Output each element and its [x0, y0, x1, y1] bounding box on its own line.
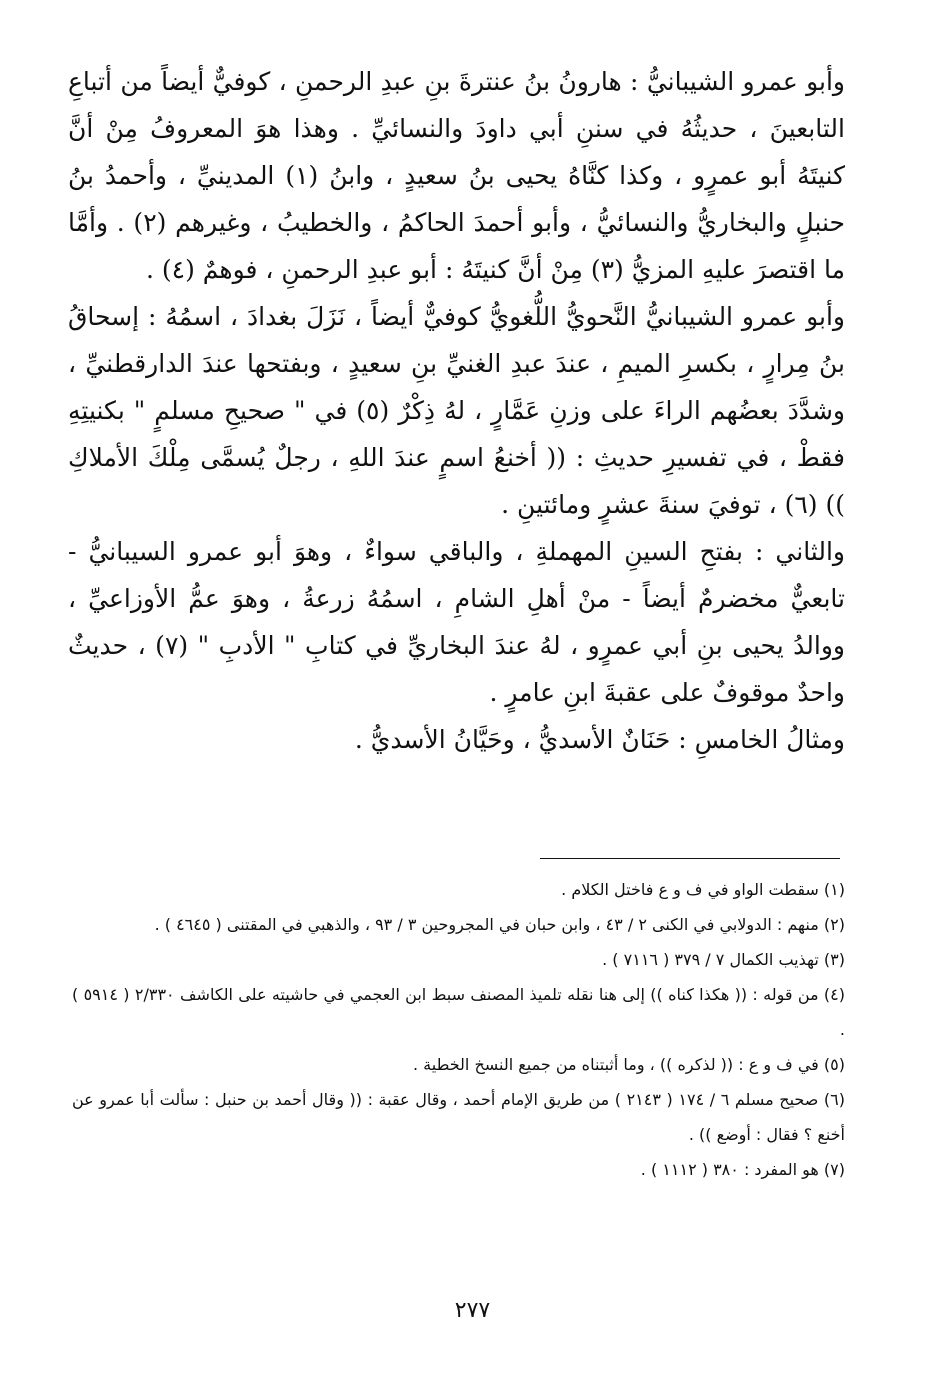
footnote-3: (٣) تهذيب الكمال ٧ / ٣٧٩ ( ٧١١٦ ) .: [602, 950, 845, 969]
footnote-1: (١) سقطت الواو في ف و ع فاختل الكلام .: [561, 880, 845, 899]
footnote-6: (٦) صحيح مسلم ٦ / ١٧٤ ( ٢١٤٣ ) من طريق الإمام أحمد ، وقال عقبة : (( وقال أحمد بن حنبل : سألت أبا عمرو عن أخنع ؟ فقال : أوضع )) .: [72, 1090, 846, 1144]
footnote-2: (٢) منهم : الدولابي في الكنى ٢ / ٤٣ ، وابن حبان في المجروحين ٣ / ٩٣ ، والذهبي في المقتنى ( ٤٦٤٥ ) .: [154, 915, 845, 934]
main-text: [68, 58, 845, 763]
footnote-4: (٤) من قوله : (( هكذا كناه )) إلى هنا نقله تلميذ المصنف سبط ابن العجمي في حاشيته على الكاشف ٢/٣٣٠ ( ٥٩١٤ ) .: [72, 985, 846, 1039]
footnote-separator: [540, 858, 840, 859]
page-number: ٢٧٧: [454, 1298, 491, 1323]
paragraph-abu-amr-ishaq: وأبو عمرو الشيبانيُّ النَّحويُّ اللُّغويُّ كوفيٌّ أيضاً ، نَزَلَ بغدادَ ، اسمُهُ : إسحاقُ بنُ مِرارٍ ، بكسرِ الميمِ ، عندَ عبدِ الغنيِّ بنِ سعيدٍ ، وبفتحها عندَ الدارقطنيِّ ، وشدَّدَ بعضُهم الراءَ على وزنِ عَمَّارٍ ، لهُ ذِكْرٌ (٥) في " صحيحِ مسلمٍ " بكنيتِهِ فقطْ ، في تفسيرِ حديثِ : (( أخنعُ اسمٍ عندَ اللهِ ، رجلٌ يُسمَّى مِلْكَ الأملاكِ )) (٦) ، توفيَ سنةَ عشرٍ ومائتينِ .: [68, 302, 845, 519]
footnote-5: (٥) في ف و ع : (( لذكره )) ، وما أثبتناه من جميع النسخ الخطية .: [413, 1055, 845, 1074]
paragraph-abu-amr-harun: وأبو عمرو الشيبانيُّ : هارونُ بنُ عنترةَ بنِ عبدِ الرحمنِ ، كوفيٌّ أيضاً من أتباعِ التابعينَ ، حديثُهُ في سننِ أبي داودَ والنسائيِّ . وهذا هوَ المعروفُ مِنْ أنَّ كنيتَهُ أبو عمرٍو ، وكذا كنَّاهُ يحيى بنُ سعيدٍ ، وابنُ (١) المدينيِّ ، وأحمدُ بنُ حنبلٍ والبخاريُّ والنسائيُّ ، وأبو أحمدَ الحاكمُ ، والخطيبُ ، وغيرهم (٢) . وأمَّا ما اقتصرَ عليهِ المزيُّ (٣) مِنْ أنَّ كنيتَهُ : أبو عبدِ الرحمنِ ، فوهمٌ (٤) .: [68, 67, 846, 284]
paragraph-second-sibani: والثاني : بفتحِ السينِ المهملةِ ، والباقي سواءٌ ، وهوَ أبو عمرو السيبانيُّ - تابعيٌّ مخضرمٌ أيضاً - منْ أهلِ الشامِ ، اسمُهُ زرعةُ ، وهوَ عمُّ الأوزاعيِّ ، ووالدُ يحيى بنِ أبي عمرٍو ، لهُ عندَ البخاريِّ في كتابِ " الأدبِ " (٧) ، حديثٌ واحدٌ موقوفٌ على عقبةَ ابنِ عامرٍ .: [68, 537, 845, 707]
paragraph-fifth-example: ومثالُ الخامسِ : حَنَانٌ الأسديُّ ، وحَيَّانُ الأسديُّ .: [354, 725, 845, 754]
footnotes: [72, 872, 845, 1187]
footnote-7: (٧) هو المفرد : ٣٨٠ ( ١١١٢ ) .: [640, 1160, 845, 1179]
